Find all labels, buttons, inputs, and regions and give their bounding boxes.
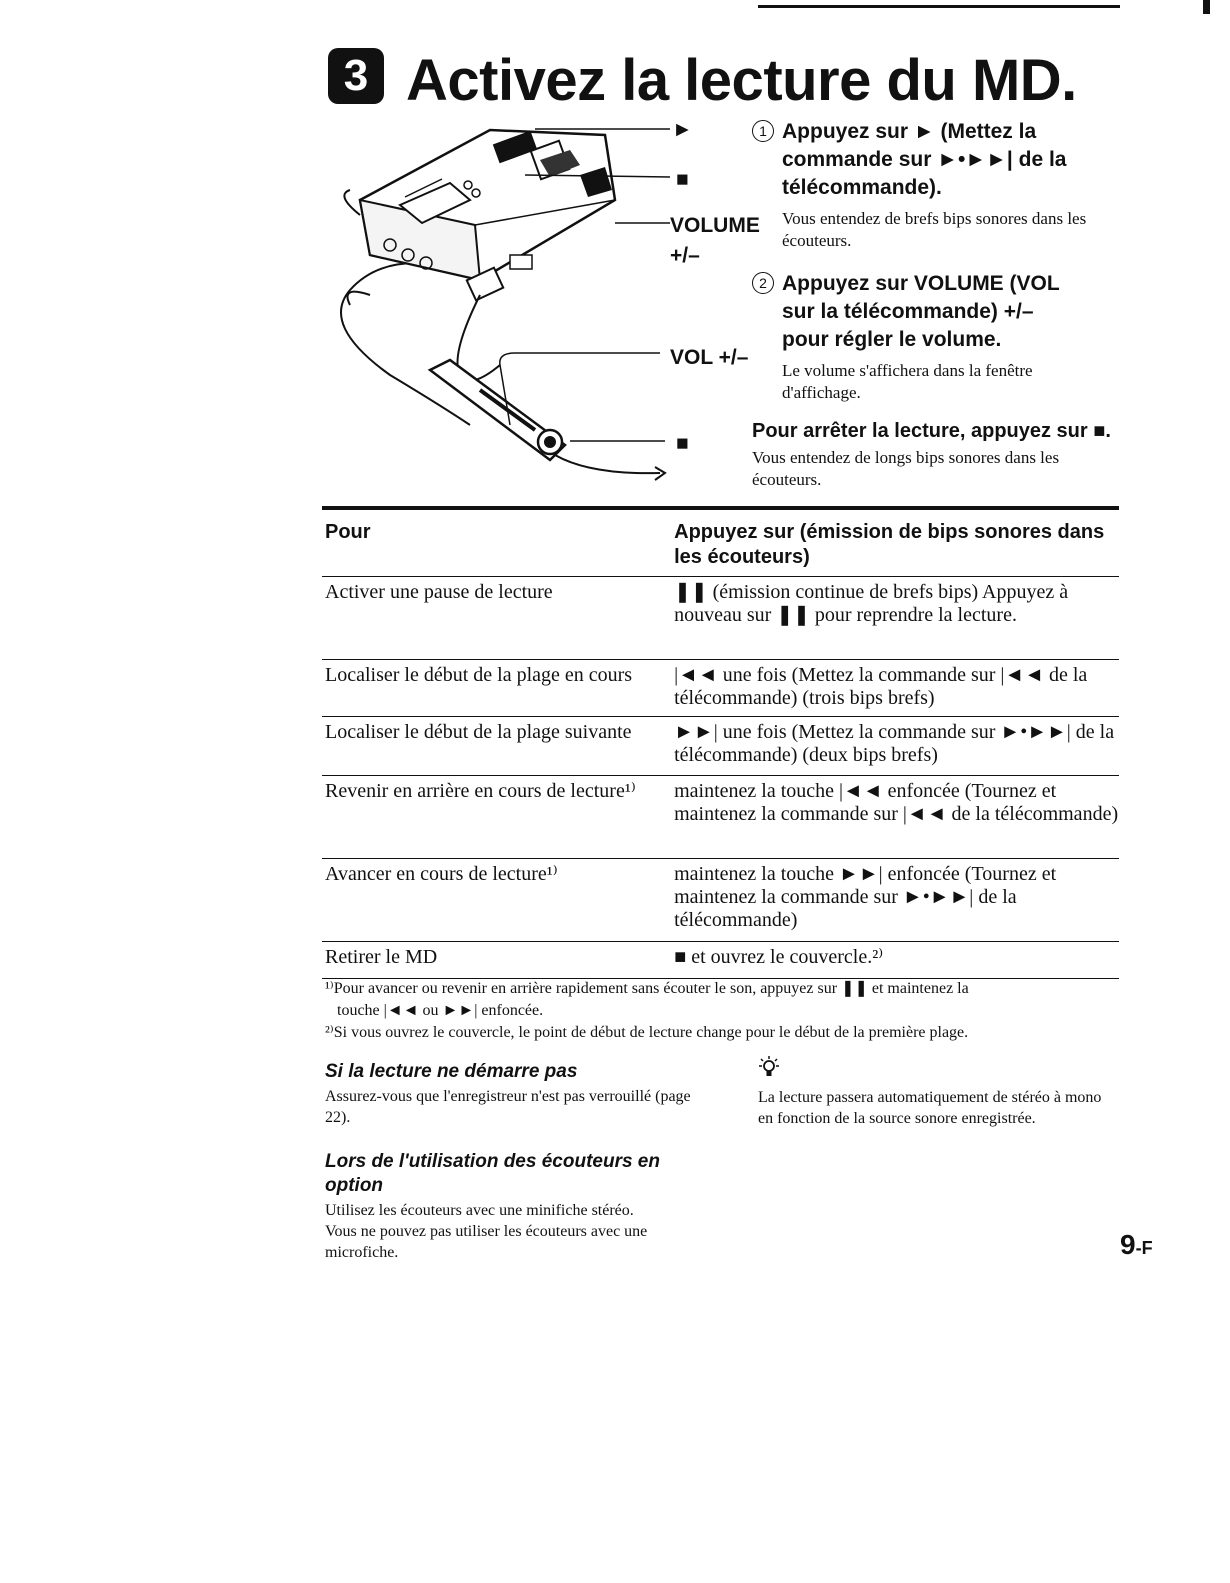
callout-remote-vol: VOL +/–: [670, 346, 749, 369]
table-cell-to: Localiser le début de la plage en cours: [325, 664, 633, 686]
page-title: Activez la lecture du MD.: [406, 48, 1077, 113]
table-cell-press: maintenez la touche ►►| enfoncée (Tournez et maintenez la commande sur ►•►►| de la télécommande): [674, 863, 1057, 931]
table-row: [322, 942, 1119, 979]
step-number: 2: [752, 272, 774, 294]
table-cell-press: ❚❚ (émission continue de brefs bips) Appuyez à nouveau sur ❚❚ pour reprendre la lecture.: [674, 581, 1069, 626]
section-body: Utilisez les écouteurs avec une minifiche stéréo. Vous ne pouvez pas utiliser les écouteurs avec une microfiche.: [325, 1202, 648, 1261]
table-cell-press: ►►| une fois (Mettez la commande sur ►•►►| de la télécommande) (deux bips brefs): [674, 721, 1115, 766]
table-cell-press: maintenez la touche |◄◄ enfoncée (Tournez et maintenez la commande sur |◄◄ de la télécommande): [674, 780, 1119, 825]
table-cell-to: Activer une pause de lecture: [325, 581, 553, 603]
callout-volume-plus-minus: +/–: [670, 244, 700, 267]
page-number-value: 9: [1120, 1229, 1136, 1260]
step-description: Vous entendez de brefs bips sonores dans les écouteurs.: [782, 209, 1087, 250]
tip-text: La lecture passera automatiquement de stéréo à mono en fonction de la source sonore enregistrée.: [758, 1089, 1102, 1127]
lightbulb-icon: [758, 1055, 780, 1081]
callout-play: ►: [672, 118, 693, 141]
footnote-2: ²⁾Si vous ouvrez le couvercle, le point de début de lecture change pour le début de la première plage.: [325, 1024, 969, 1041]
table-cell-press: ■ et ouvrez le couvercle.²⁾: [674, 946, 884, 968]
page-number: [1120, 1228, 1153, 1265]
callout-volume: VOLUME: [670, 214, 760, 237]
top-rule: [758, 5, 1120, 8]
section-heading: Si la lecture ne démarre pas: [325, 1061, 578, 1082]
step-description: Le volume s'affichera dans la fenêtre d'affichage.: [782, 361, 1033, 402]
table-row: [322, 717, 1119, 776]
callout-stop: ■: [676, 168, 689, 191]
section-optional-headphones: [325, 1150, 665, 1263]
footnotes: [325, 978, 1125, 1044]
table-cell-to: Localiser le début de la plage suivante: [325, 721, 632, 743]
step-heading: Appuyez sur ► (Mettez la commande sur ►•►►| de la télécommande).: [782, 120, 1067, 199]
table-row: [322, 776, 1119, 859]
section-playback-does-not-start: [325, 1060, 695, 1128]
table-cell-to: Avancer en cours de lecture¹⁾: [325, 863, 558, 885]
footnote-1-continued: touche |◄◄ ou ►►| enfoncée.: [337, 1002, 544, 1019]
step-2: [752, 270, 1112, 404]
table-row: [322, 660, 1119, 717]
stop-instructions: [752, 418, 1112, 491]
stop-heading: Pour arrêter la lecture, appuyez sur ■.: [752, 420, 1111, 442]
table-cell-to: Retirer le MD: [325, 946, 438, 968]
table-cell-to: Revenir en arrière en cours de lecture¹⁾: [325, 780, 636, 802]
step-badge: 3: [328, 48, 384, 104]
stop-description: Vous entendez de longs bips sonores dans les écouteurs.: [752, 448, 1060, 489]
section-heading: Lors de l'utilisation des écouteurs en option: [325, 1151, 660, 1196]
footnote-1: ¹⁾Pour avancer ou revenir en arrière rapidement sans écouter le son, appuyez sur ❚❚ et maintenez la: [325, 980, 969, 997]
step-number: 1: [752, 120, 774, 142]
table-row: [322, 859, 1119, 942]
table-row: [322, 577, 1119, 660]
column-header-press: Appuyez sur (émission de bips sonores dans les écouteurs): [674, 521, 1105, 568]
tip-box: [758, 1055, 1108, 1129]
page-edge-mark: [1203, 0, 1210, 14]
callout-remote-stop: ■: [676, 432, 689, 455]
table-header-row: [322, 510, 1119, 577]
table-cell-press: |◄◄ une fois (Mettez la commande sur |◄◄ de la télécommande) (trois bips brefs): [674, 664, 1088, 709]
operations-table: [322, 506, 1119, 979]
page-number-suffix: -F: [1135, 1238, 1153, 1258]
section-body: Assurez-vous que l'enregistreur n'est pas verrouillé (page 22).: [325, 1088, 691, 1126]
step-heading: Appuyez sur VOLUME (VOL sur la télécommande) +/– pour régler le volume.: [782, 272, 1060, 351]
column-header-to: Pour: [325, 521, 371, 543]
step-1: [752, 118, 1112, 252]
